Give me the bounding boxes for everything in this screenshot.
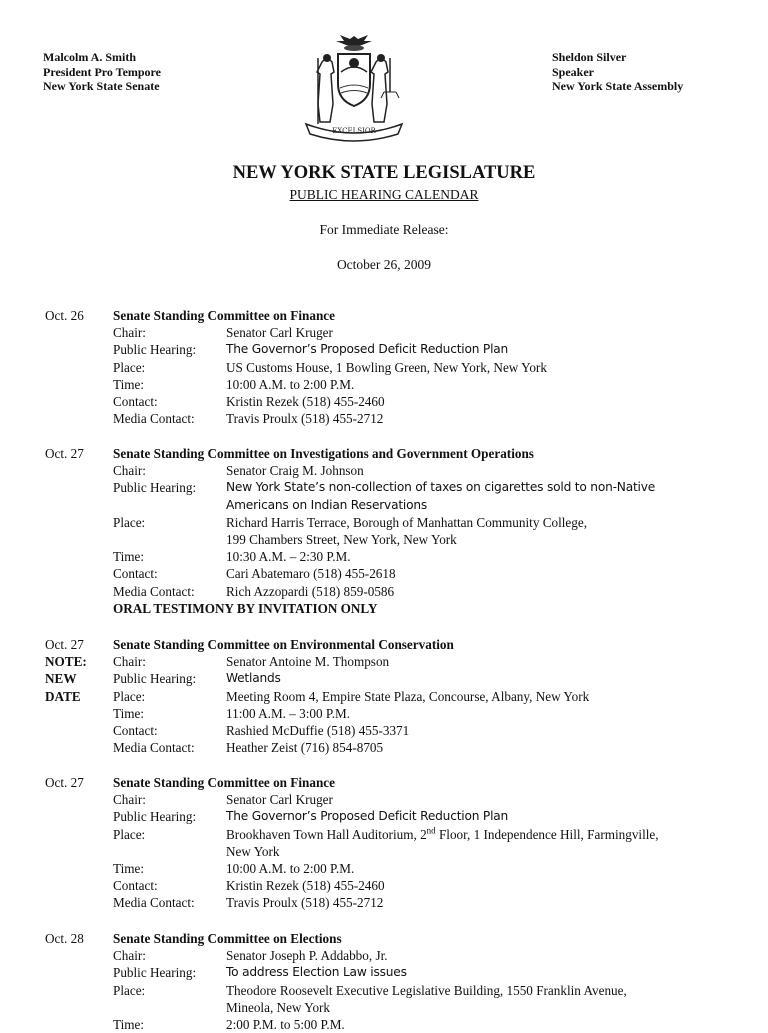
public-hearing-value: To address Election Law issues <box>226 965 407 980</box>
public-hearing-row <box>113 479 753 513</box>
time-row <box>113 705 753 722</box>
assembly-leader-name: Sheldon Silver <box>552 50 627 64</box>
chair-value: Senator Joseph P. Addabbo, Jr. <box>226 948 388 964</box>
public-hearing-value: Americans on Indian Reservations <box>226 497 428 512</box>
chair-label: Chair: <box>113 325 146 341</box>
place-row <box>113 688 753 705</box>
contact-value: Cari Abatemaro (518) 455-2618 <box>226 566 396 582</box>
media-contact-label: Media Contact: <box>113 740 195 756</box>
release-notice: For Immediate Release: <box>319 222 449 237</box>
place-label: Place: <box>113 982 146 998</box>
committee-name: Senate Standing Committee on Finance <box>113 308 335 323</box>
contact-label: Contact: <box>113 723 158 739</box>
committee-name: Senate Standing Committee on Finance <box>113 775 335 790</box>
place-value: 199 Chambers Street, New York, New York <box>226 532 457 548</box>
media-contact-label: Media Contact: <box>113 411 195 427</box>
public-hearing-value: The Governor’s Proposed Deficit Reduction Plan <box>226 809 509 824</box>
time-label: Time: <box>113 705 145 721</box>
place-value: Meeting Room 4, Empire State Plaza, Concourse, Albany, New York <box>226 688 590 704</box>
place-value: New York <box>226 843 280 859</box>
contact-row <box>113 393 753 410</box>
chair-value: Senator Antoine M. Thompson <box>226 654 390 670</box>
ordinal-suffix: nd <box>426 825 436 836</box>
media-contact-row <box>113 739 753 756</box>
chair-value: Senator Craig M. Johnson <box>226 463 364 479</box>
hearing-date-text: Oct. 27 <box>45 775 84 790</box>
time-value: 2:00 P.M. to 5:00 P.M. <box>226 1017 345 1033</box>
committee-name: Senate Standing Committee on Elections <box>113 931 342 946</box>
place-value: US Customs House, 1 Bowling Green, New York, New York <box>226 359 547 375</box>
public-hearing-value: New York State’s non-collection of taxes on cigarettes sold to non-Native <box>226 480 656 495</box>
time-label: Time: <box>113 861 145 877</box>
senate-leader-title: President Pro Tempore <box>43 64 161 79</box>
hearing-date <box>45 307 111 324</box>
place-value: Theodore Roosevelt Executive Legislative Building, 1550 Franklin Avenue, <box>226 982 627 998</box>
hearing-date-text: Oct. 26 <box>45 308 84 323</box>
testimony-note: ORAL TESTIMONY BY INVITATION ONLY <box>113 600 378 616</box>
place-value: Brookhaven Town Hall Auditorium, 2nd Floor, 1 Independence Hill, Farmingville, <box>226 825 659 842</box>
contact-label: Contact: <box>113 566 158 582</box>
date-change-note: DATE <box>45 688 81 704</box>
media-contact-row <box>113 894 753 911</box>
public-hearing-value: The Governor’s Proposed Deficit Reduction Plan <box>226 342 509 357</box>
public-hearing-row <box>113 341 753 358</box>
place-row <box>113 982 753 1016</box>
document-title: NEW YORK STATE LEGISLATURE <box>232 163 536 183</box>
media-contact-label: Media Contact: <box>113 583 195 599</box>
public-hearing-row <box>113 670 753 687</box>
time-value: 10:30 A.M. – 2:30 P.M. <box>226 549 351 565</box>
contact-label: Contact: <box>113 394 158 410</box>
chair-row <box>113 324 753 341</box>
media-contact-row <box>113 583 753 600</box>
public-hearing-label: Public Hearing: <box>113 809 197 825</box>
assembly-leader-block <box>552 50 683 94</box>
time-label: Time: <box>113 376 145 392</box>
chair-row <box>113 653 753 670</box>
chair-label: Chair: <box>113 792 146 808</box>
place-row <box>113 359 753 376</box>
senate-leader-block <box>43 50 161 94</box>
chair-label: Chair: <box>113 463 146 479</box>
contact-row <box>113 722 753 739</box>
time-row <box>113 548 753 565</box>
chair-value: Senator Carl Kruger <box>226 325 333 341</box>
release-date: October 26, 2009 <box>336 257 432 272</box>
place-label: Place: <box>113 514 146 530</box>
place-value: Richard Harris Terrace, Borough of Manhattan Community College, <box>226 514 588 530</box>
committee-name: Senate Standing Committee on Environmental Conservation <box>113 637 454 652</box>
media-contact-value: Rich Azzopardi (518) 859-0586 <box>226 583 395 599</box>
place-label: Place: <box>113 359 146 375</box>
hearing-date <box>45 930 111 947</box>
public-hearing-label: Public Hearing: <box>113 965 197 981</box>
media-contact-value: Travis Proulx (518) 455-2712 <box>226 411 384 427</box>
public-hearing-row <box>113 964 753 981</box>
chair-value: Senator Carl Kruger <box>226 792 333 808</box>
document-subtitle: PUBLIC HEARING CALENDAR <box>289 187 479 202</box>
place-label: Place: <box>113 688 146 704</box>
chair-label: Chair: <box>113 948 146 964</box>
public-hearing-label: Public Hearing: <box>113 671 197 687</box>
place-row <box>113 826 753 860</box>
media-contact-row <box>113 410 753 427</box>
assembly-leader-body: New York State Assembly <box>552 79 684 93</box>
place-row <box>113 514 753 548</box>
time-row <box>113 376 753 393</box>
chair-row <box>113 947 753 964</box>
seal-motto: EXCELSIOR <box>332 127 376 135</box>
hearing-date <box>45 445 111 462</box>
time-value: 11:00 A.M. – 3:00 P.M. <box>226 705 351 721</box>
contact-value: Kristin Rezek (518) 455-2460 <box>226 878 385 894</box>
contact-row <box>113 877 753 894</box>
hearing-details <box>113 307 753 427</box>
assembly-leader-title: Speaker <box>552 64 594 79</box>
public-hearing-label: Public Hearing: <box>113 342 197 358</box>
media-contact-label: Media Contact: <box>113 895 195 911</box>
time-value: 10:00 A.M. to 2:00 P.M. <box>226 861 355 877</box>
senate-leader-name: Malcolm A. Smith <box>43 50 136 64</box>
hearing-date-text: Oct. 27 <box>45 446 84 461</box>
time-label: Time: <box>113 549 145 565</box>
contact-row <box>113 565 753 582</box>
hearing-date <box>45 636 111 705</box>
time-row <box>113 860 753 877</box>
chair-row <box>113 791 753 808</box>
new-york-state-seal-icon <box>298 32 410 144</box>
time-value: 10:00 A.M. to 2:00 P.M. <box>226 376 355 392</box>
hearing-date <box>45 774 111 791</box>
chair-row <box>113 462 753 479</box>
senate-leader-body: New York State Senate <box>43 79 160 93</box>
hearing-details <box>113 445 753 617</box>
contact-value: Kristin Rezek (518) 455-2460 <box>226 394 385 410</box>
public-hearing-label: Public Hearing: <box>113 480 197 496</box>
date-change-note: NEW <box>45 671 77 687</box>
hearing-details <box>113 774 753 912</box>
hearing-date-text: Oct. 27 <box>45 637 84 652</box>
media-contact-value: Travis Proulx (518) 455-2712 <box>226 895 384 911</box>
hearing-details <box>113 930 753 1033</box>
place-value: Mineola, New York <box>226 999 331 1015</box>
hearing-date-text: Oct. 28 <box>45 931 84 946</box>
contact-value: Rashied McDuffie (518) 455-3371 <box>226 723 410 739</box>
media-contact-value: Heather Zeist (716) 854-8705 <box>226 740 384 756</box>
time-label: Time: <box>113 1017 145 1033</box>
hearing-details <box>113 636 753 756</box>
contact-label: Contact: <box>113 878 158 894</box>
public-hearing-value: Wetlands <box>226 671 281 686</box>
public-hearing-row <box>113 808 753 825</box>
place-label: Place: <box>113 826 146 842</box>
chair-label: Chair: <box>113 654 146 670</box>
time-row <box>113 1016 753 1033</box>
date-change-note: NOTE: <box>45 654 87 670</box>
committee-name: Senate Standing Committee on Investigations and Government Operations <box>113 446 534 461</box>
